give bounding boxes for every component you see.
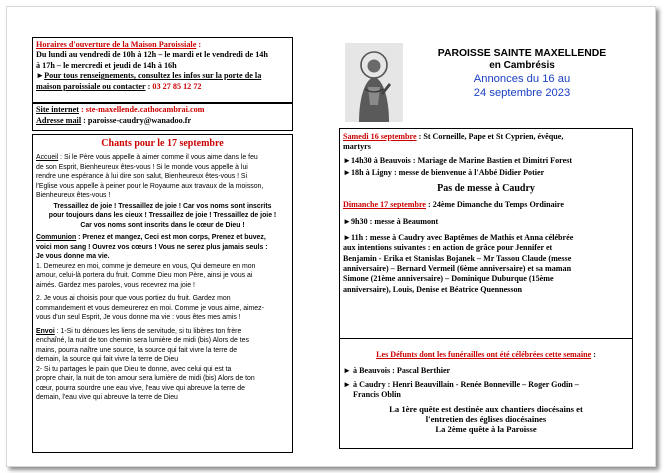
announcement-dates-1: Annonces du 16 au bbox=[473, 73, 571, 85]
no-mass-caudry: Pas de messe à Caudry bbox=[437, 183, 535, 195]
envoi-label: Envoi bbox=[36, 327, 55, 335]
saint-maxellende-illustration bbox=[345, 43, 403, 122]
saturday-item-2: ►18h à Ligny : messe de bienvenue à l'Abbé Didier Potier bbox=[343, 167, 545, 177]
collect-3: La 2ème quête à la Paroisse bbox=[435, 424, 537, 435]
communion-block: Communion : Prenez et mangez, Ceci est mon corps, Prenez et buvez, voici mon sang ! Ouvrez vos cœurs ! Vous ne serez plus jamais seuls : Je vous donne ma vie. bbox=[36, 234, 268, 260]
site-label: Site internet bbox=[36, 105, 79, 114]
refrain-block: Tressaillez de joie ! Tressaillez de joie ! Car vos noms sont inscrits pour toujours dans les cieux ! Tressaillez de joie ! Tressaillez de joie ! Car vos noms sont inscrits dans le cœur de Dieu ! bbox=[48, 202, 277, 229]
collect-1: La 1ère quête est destinée aux chantiers diocésains et bbox=[389, 403, 583, 414]
bulletin-sheet bbox=[6, 6, 656, 467]
info-line-1: Pour tous renseignements, consultez les infos sur la porte de la bbox=[44, 71, 262, 81]
funeral-caudry: ► à Caudry : Henri Beauvillain - Renée Bonneville – Roger Godin – bbox=[343, 379, 579, 389]
sunday-label: Dimanche 17 septembre bbox=[343, 200, 427, 210]
songs-box bbox=[32, 134, 293, 453]
contacts-box bbox=[32, 103, 293, 131]
parish-name: PAROISSE SAINTE MAXELLENDE bbox=[437, 48, 607, 59]
saturday-label: Samedi 16 septembre bbox=[343, 132, 417, 141]
hours-line-2: à 17h – le mercredi et jeudi de 14h à 16h bbox=[36, 60, 177, 70]
songs-title: Chants pour le 17 septembre bbox=[101, 138, 224, 149]
communion-label: Communion bbox=[36, 234, 77, 241]
hours-box: Horaires d'ouverture de la Maison Paroissiale : Du lundi au vendredi de 10h à 12h – le mardi et le vendredi de 14h à 17h – le mercredi et jeudi de 14h à 16h ►Pour tous renseignements, consultez les infos sur la porte de la maison paroissiale ou contacter : 03 27 85 12 72 bbox=[32, 37, 293, 103]
announcement-dates-2: 24 septembre 2023 bbox=[473, 87, 571, 99]
saint-figure-icon bbox=[345, 43, 403, 122]
mail-address[interactable]: : paroisse-caudry@wanadoo.fr bbox=[81, 115, 192, 125]
sunday-item-2: ►11h : messe à Caudry avec Baptêmes de Mathis et Anna célébrée aux intentions suivantes : en action de grâce pour Jennifer et Benjamin - Erika et Stanislas Bojanek – Mr Tassou Claude (messe anniversaire) – Bernard Vermeil (6ème anniversaire) et sa maman Simone (21ème anniversaire) – Dominique Duburque (15ème anniversaire), Louis, Denise et Béatrice Quennesson bbox=[343, 233, 574, 294]
hours-title: Horaires d'ouverture de la Maison Paroissiale bbox=[36, 40, 197, 49]
funeral-beauvois: ► à Beauvois : Pascal Berthier bbox=[343, 366, 451, 376]
site-url[interactable]: : ste-maxellende.cathocambrai.com bbox=[78, 105, 205, 114]
saturday-item-1: ►14h30 à Beauvois : Mariage de Marine Bastien et Dimitri Forest bbox=[343, 155, 573, 165]
parish-header bbox=[407, 47, 637, 100]
funerals-title: Les Défunts dont les funérailles ont été célébrées cette semaine bbox=[376, 350, 592, 359]
sunday-item-1: ►9h30 : messe à Beaumont bbox=[343, 216, 439, 226]
phone-number: 03 27 85 12 72 bbox=[152, 81, 202, 91]
collect-2: l'entretien des églises diocésaines bbox=[425, 414, 547, 425]
envoi-block: Envoi : 1-Si tu dénoues les liens de servitude, si tu libères ton frère enchaîné, la nuit de ton chemin sera lumière de midi (bis) Alors de tes mains, pourra naître une source, la source qui fait vivre la terre de demain, la source qui fait vivre la terre de Dieu 2- Si tu partages le pain que Dieu te donne, avec celui qui est ta propre chair, la nuit de ton amour sera lumière de midi (bis) Alors de ton cœur, pourra sourdre une eau vive, l'eau vive qui abreuve la terre de demain, l'eau vive qui abreuve la terre de Dieu bbox=[36, 327, 255, 401]
accueil-block: Accueil : Si le Père vous appelle à aimer comme il vous aime dans le feu de son Esprit, Bienheureux êtes-vous ! Si le monde vous appelle à lui rendre une espérance à lui dire son salut, Bienheureux êtes-vous ! Si l'Eglise vous appelle à peiner pour le Royaume aux travaux de la moisson, Bienheureux êtes-vous ! bbox=[36, 154, 264, 199]
verse-2: 2. Je vous ai choisis pour que vous portiez du fruit. Gardez mon commandement et vous demeurerez en moi. Comme je vous aime, aimez- vous d'un seul Esprit, Je vous donne ma vie : vous êtes mes amis ! bbox=[36, 295, 264, 321]
arrow-icon: ► bbox=[36, 71, 45, 81]
verse-1: 1. Demeurez en moi, comme je demeure en vous, Qui demeure en mon amour, celui-là portera du fruit. Comme Dieu mon Père, ainsi je vous ai aimés. Gardez mes paroles, vous recevrez ma joie ! bbox=[36, 262, 256, 289]
hours-line-1: Du lundi au vendredi de 10h à 12h – le mardi et le vendredi de 14h bbox=[36, 50, 268, 60]
announcements-box: Samedi 16 septembre : St Corneille, Pape et St Cyprien, évêque, martyrs ►14h30 à Beauvois : Mariage de Marine Bastien et Dimitri Forest ►18h à Ligny : messe de bienvenue à l'Abbé Didier Potier Pas de messe à Caudry Dimanche 17 septembre : 24ème Dimanche du Temps Ordinaire ►9h30 : messe à Beaumont ►11h : messe à Caudry avec Baptêmes de Mathis et Anna célébrée aux intentions suivantes : en action de grâce pour Jennifer et Benjamin - Erika et Stanislas Bojanek – Mr Tassou Claude (messe anniversaire) – Bernard Vermeil (6ème anniversaire) et sa maman Simone (21ème anniversaire) – Dominique Duburque (15ème anniversaire), Louis, Denise et Béatrice Quennesson bbox=[339, 128, 633, 342]
info-line-2: maison paroissiale ou contacter bbox=[36, 81, 146, 91]
funerals-box: Les Défunts dont les funérailles ont été célébrées cette semaine : ► à Beauvois : Pascal Berthier ► à Caudry : Henri Beauvillain - Renée Bonneville – Roger Godin – Francis Oblin La 1ère quête est destinée aux chantiers diocésains et l'entretien des églises diocésaines La 2ème quête à la Paroisse bbox=[339, 338, 633, 449]
parish-region: en Cambrésis bbox=[489, 60, 555, 71]
mail-label: Adresse mail bbox=[36, 115, 82, 125]
accueil-label: Accueil bbox=[36, 154, 59, 161]
